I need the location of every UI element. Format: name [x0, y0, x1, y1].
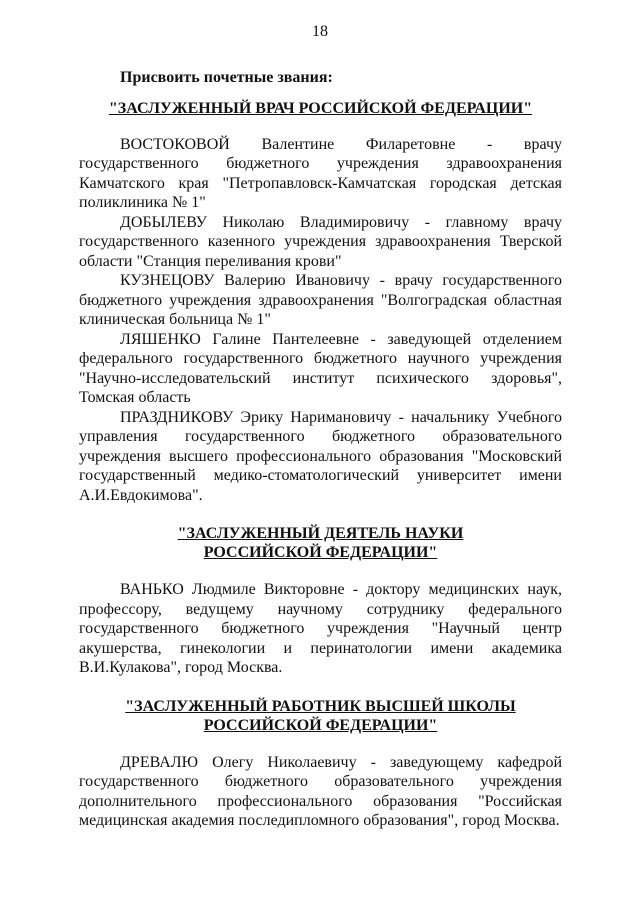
- section-title-line: "ЗАСЛУЖЕННЫЙ ДЕЯТЕЛЬ НАУКИ: [177, 525, 464, 542]
- section-title-line: "ЗАСЛУЖЕННЫЙ РАБОТНИК ВЫСШЕЙ ШКОЛЫ: [125, 697, 516, 715]
- award-entry: ДРЕВАЛЮ Олегу Николаевичу - заведующему кафедрой государственного бюджетного образовательного учреждения дополнительного профессионального образования "Российская медицинская академия последипломного образования", город Москва.: [79, 753, 562, 829]
- document-body: [79, 68, 562, 831]
- intro-heading: Присвоить почетные звания:: [120, 69, 333, 86]
- section-title-line: РОССИЙСКОЙ ФЕДЕРАЦИИ": [203, 716, 438, 734]
- section-title-honored-doctor: [79, 99, 562, 118]
- award-entry: КУЗНЕЦОВУ Валерию Ивановичу - врачу государственного бюджетного учреждения здравоохранения "Волгоградская областная клиническая больница № 1": [79, 272, 562, 328]
- award-entry: ПРАЗДНИКОВУ Эрику Наримановичу - начальнику Учебного управления государственного бюджетного образовательного учреждения высшего профессионального образования "Московский государственный медико-стоматологический университет имени А.И.Евдокимова".: [79, 408, 562, 504]
- section-title-honored-scientist: [79, 524, 562, 562]
- award-entry: ВОСТОКОВОЙ Валентине Филаретовне - врачу государственного бюджетного учреждения здравоохранения Камчатского края "Петропавловск-Камчатская городская детская поликлиника № 1": [79, 135, 562, 211]
- page-number: 18: [312, 23, 328, 40]
- award-entry: ДОБЫЛЕВУ Николаю Владимировичу - главному врачу государственного казенного учреждения здравоохранения Тверской области "Станция переливания крови": [79, 213, 562, 270]
- section-title-line: "ЗАСЛУЖЕННЫЙ ВРАЧ РОССИЙСКОЙ ФЕДЕРАЦИИ": [108, 99, 533, 117]
- award-entry: ВАНЬКО Людмиле Викторовне - доктору медицинских наук, профессору, ведущему научному сотруднику федерального государственного бюджетного учреждения "Научный центр акушерства, гинекологии и перинатологии имени академика В.И.Кулакова", город Москва.: [79, 581, 562, 676]
- section-title-line: РОССИЙСКОЙ ФЕДЕРАЦИИ": [203, 544, 438, 561]
- award-entry: ЛЯШЕНКО Галине Пантелеевне - заведующей отделением федерального государственного бюджетного научного учреждения "Научно-исследовательский институт психического здоровья", Томская область: [79, 330, 562, 406]
- section-title-honored-higher-school-worker: [79, 697, 562, 735]
